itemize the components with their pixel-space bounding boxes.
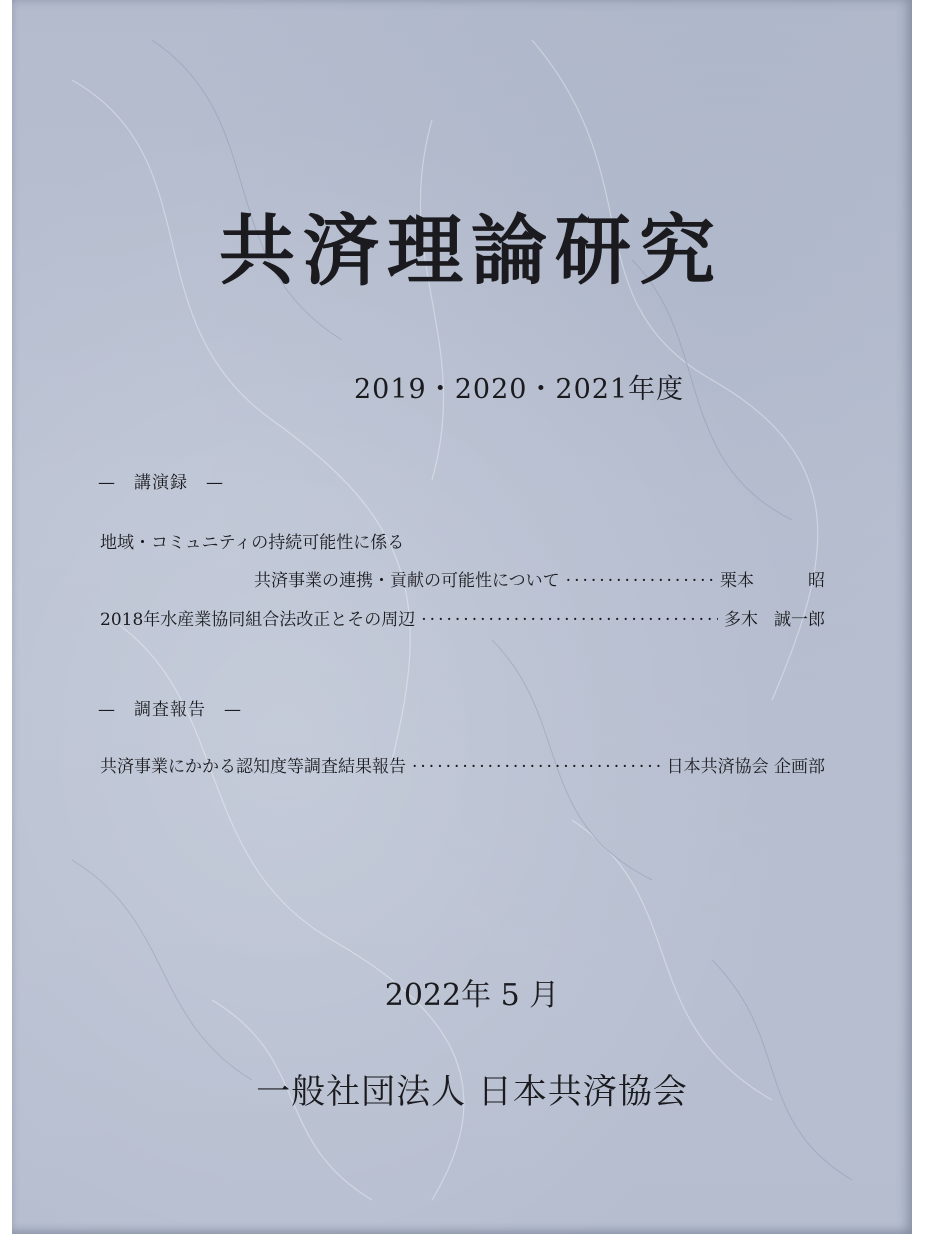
author-given-name: 誠一郎 [774, 610, 825, 630]
fiscal-years: 2019・2020・2021年度 [354, 374, 685, 405]
toc-entry-author [724, 605, 825, 630]
toc-entry [100, 605, 825, 630]
toc-entry-author [720, 566, 825, 591]
publisher-name: 一般社団法人 日本共済協会 [256, 1072, 688, 1112]
toc-entry [254, 566, 825, 591]
toc-entry-title-line1: 地域・コミュニティの持続可能性に係る [100, 533, 405, 553]
section-heading-survey [98, 695, 242, 720]
section-heading-lectures [98, 468, 224, 493]
toc-entry-title: 2018年水産業協同組合法改正とその周辺 [100, 610, 416, 630]
dot-leader [412, 757, 661, 777]
book-cover [12, 0, 912, 1234]
heading-dash: — [98, 700, 116, 720]
heading-dash: — [206, 473, 224, 493]
heading-dash: — [98, 473, 116, 493]
author-surname: 栗本 [720, 571, 754, 591]
toc-entry-author: 日本共済協会 企画部 [666, 757, 825, 777]
toc-entry [100, 752, 825, 777]
book-title: 共済理論研究 [219, 206, 723, 295]
author-surname: 多木 [724, 610, 758, 630]
dot-leader [566, 571, 714, 591]
author-given-name: 昭 [808, 571, 825, 591]
heading-dash: — [224, 700, 242, 720]
section-heading-label: 調査報告 [134, 700, 206, 720]
publication-date: 2022年 5 月 [384, 978, 560, 1013]
toc-entry-title-line2: 共済事業の連携・貢献の可能性について [254, 571, 560, 591]
dot-leader [421, 610, 718, 630]
toc-entry-title: 共済事業にかかる認知度等調査結果報告 [100, 757, 406, 777]
section-heading-label: 講演録 [134, 473, 188, 493]
